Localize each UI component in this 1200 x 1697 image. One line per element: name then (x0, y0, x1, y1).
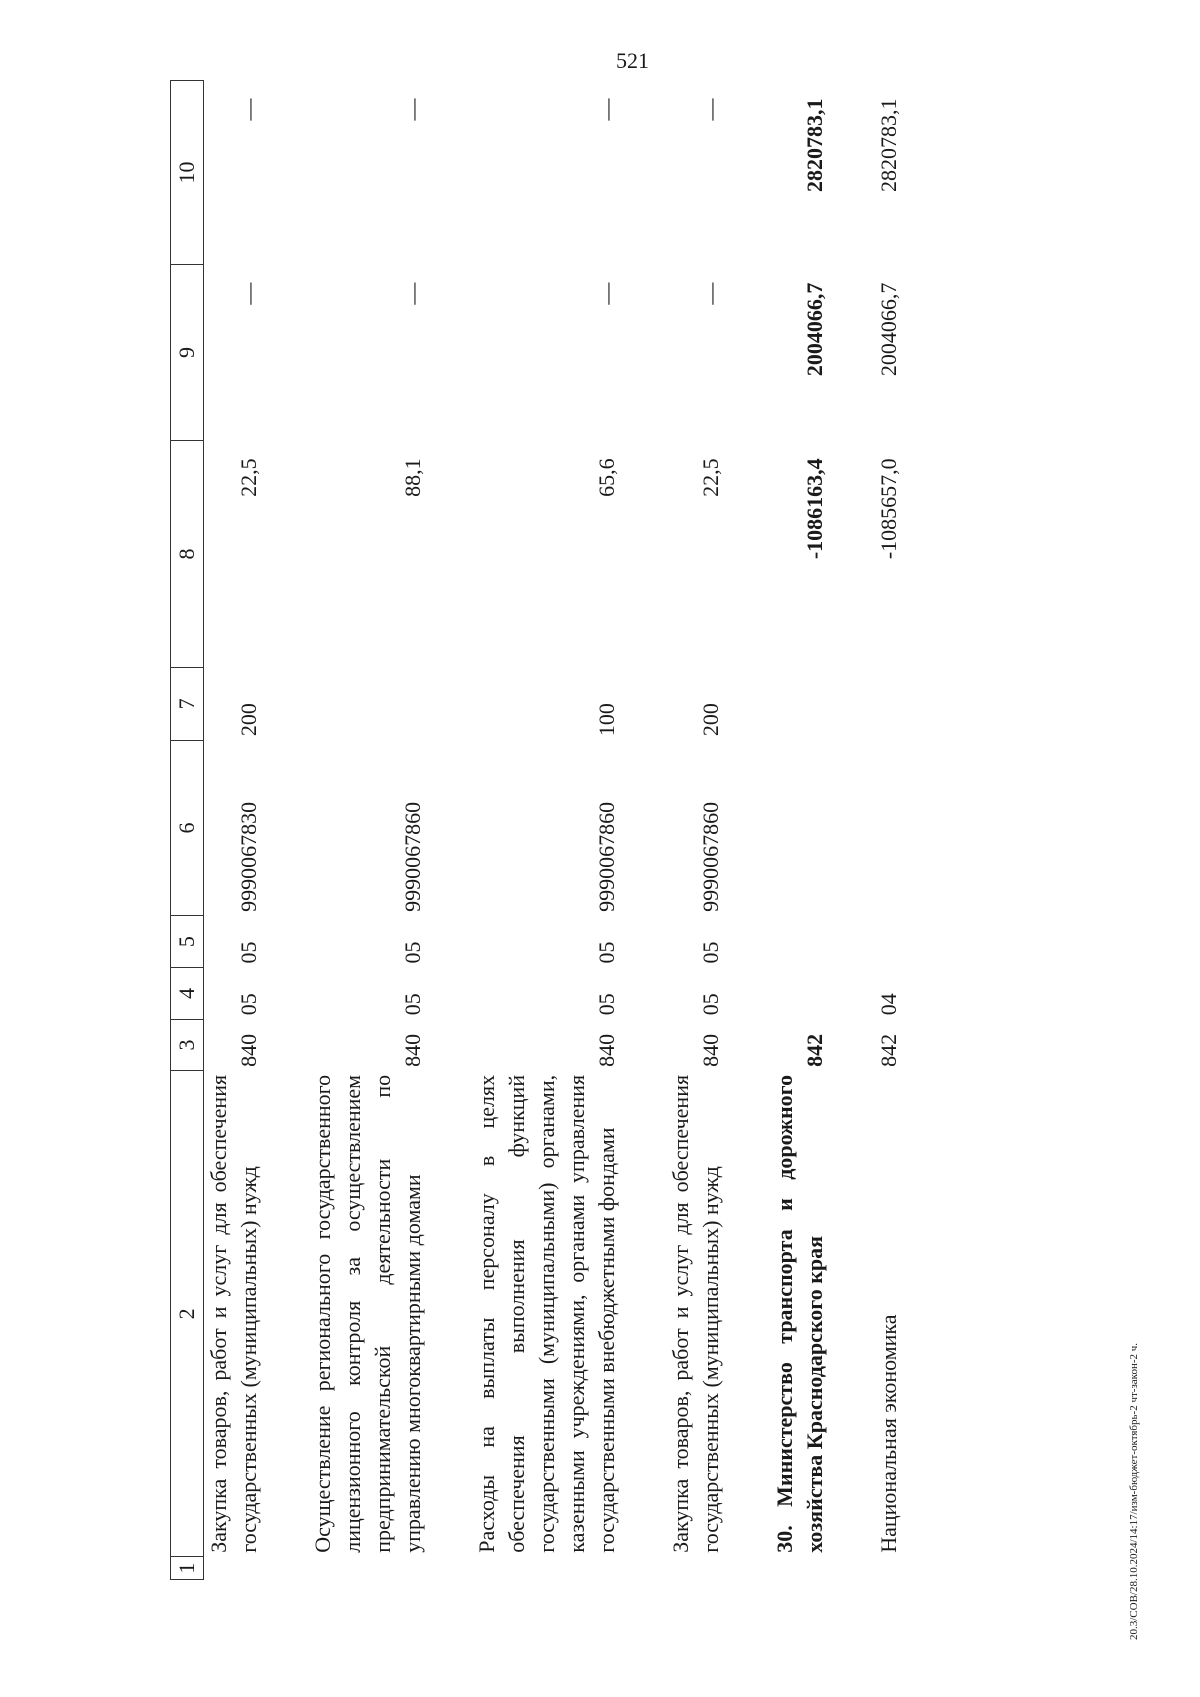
cell-c4 (770, 968, 830, 1020)
page-number: 521 (616, 48, 649, 73)
cell-c10: 2820783,1 (802, 98, 827, 192)
row-name: Национальная экономика (876, 1314, 901, 1553)
cell-c10: — (698, 98, 723, 121)
header-cell: 6 (171, 740, 204, 916)
cell-c9: — (236, 282, 261, 305)
cell-c4: 05 (400, 993, 425, 1016)
cell-c10: 2820783,1 (876, 98, 901, 192)
row-name: Закупка товаров, работ и услуг для обеспечения государственных (муниципальных) нужд (206, 1074, 261, 1553)
cell-c8: 88,1 (400, 458, 425, 497)
table-row (204, 81, 265, 1580)
cell-c9: 2004066,7 (876, 282, 901, 377)
table-row (770, 81, 830, 1580)
cell-c5: 05 (400, 941, 425, 964)
cell-c8: 65,6 (594, 458, 619, 497)
cell-c4: 05 (236, 993, 261, 1016)
cell-c7: 200 (236, 703, 261, 737)
cell-c7 (770, 668, 830, 740)
cell-c7: 100 (594, 703, 619, 737)
cell-c9: — (594, 282, 619, 305)
header-cell: 8 (171, 440, 204, 667)
cell-c4: 05 (698, 993, 723, 1016)
row-name: Осуществление регионального государственного лицензионного контроля за осуществлением предпринимательской деятельности по управлению многоквартирными домами (310, 1074, 425, 1553)
cell-c5: 05 (698, 941, 723, 964)
cell-c3: 840 (698, 1033, 723, 1067)
cell-c6: 9990067860 (698, 801, 723, 912)
cell-c4: 05 (594, 993, 619, 1016)
header-cell: 3 (171, 1019, 204, 1071)
cell-c3: 840 (400, 1033, 425, 1067)
header-cell: 2 (171, 1071, 204, 1557)
header-cell: 10 (171, 81, 204, 265)
cell-c4: 04 (876, 993, 901, 1016)
cell-c8: -1086163,4 (802, 458, 827, 560)
cell-c5: 05 (236, 941, 261, 964)
header-cell: 9 (171, 265, 204, 441)
header-cell: 4 (171, 968, 204, 1020)
cell-c10: — (400, 98, 425, 121)
table-body (204, 81, 905, 1580)
cell-c7: 200 (698, 703, 723, 737)
cell-c6: 9990067830 (236, 801, 261, 912)
header-cell: 7 (171, 668, 204, 740)
cell-c8: 22,5 (698, 458, 723, 497)
cell-c3: 840 (236, 1033, 261, 1067)
cell-c8: -1085657,0 (876, 458, 901, 560)
cell-c5: 05 (594, 941, 619, 964)
table-row (308, 81, 428, 1580)
cell-c6: 9990067860 (400, 801, 425, 912)
cell-c5 (874, 916, 904, 968)
cell-c3: 842 (802, 1033, 827, 1067)
header-row (171, 81, 204, 1580)
header-cell: 5 (171, 916, 204, 968)
cell-c9: 2004066,7 (802, 282, 827, 377)
cell-c5 (770, 916, 830, 968)
cell-c10: — (594, 98, 619, 121)
budget-table (170, 80, 904, 1580)
footer-note: 20.3/СОВ/28.10.2024/14:17/изм-бюджет-октябрь-2 чт-закон-2 ч. (1128, 1342, 1140, 1640)
table-row (666, 81, 726, 1580)
table-row (874, 81, 904, 1580)
row-name: Закупка товаров, работ и услуг для обеспечения государственных (муниципальных) нужд (668, 1074, 723, 1553)
row-name: 30. Министерство транспорта и дорожного хозяйства Краснодарского края (772, 1074, 827, 1553)
table-row (472, 81, 622, 1580)
cell-c6: 9990067860 (594, 801, 619, 912)
header-cell: 1 (171, 1557, 204, 1580)
cell-c3: 842 (876, 1033, 901, 1067)
cell-c6 (874, 740, 904, 916)
cell-c6 (770, 740, 830, 916)
cell-c8: 22,5 (236, 458, 261, 497)
cell-c7 (874, 668, 904, 740)
row-name: Расходы на выплаты персоналу в целях обеспечения выполнения функций государственными (муниципальными) органами, казенными учреждениями, органами управления государственными внебюджетными фондами (474, 1074, 619, 1553)
cell-c7 (308, 668, 428, 740)
cell-c3: 840 (594, 1033, 619, 1067)
budget-table-rotated (170, 80, 1070, 1580)
cell-c10: — (236, 98, 261, 121)
cell-c9: — (698, 282, 723, 305)
cell-c9: — (400, 282, 425, 305)
